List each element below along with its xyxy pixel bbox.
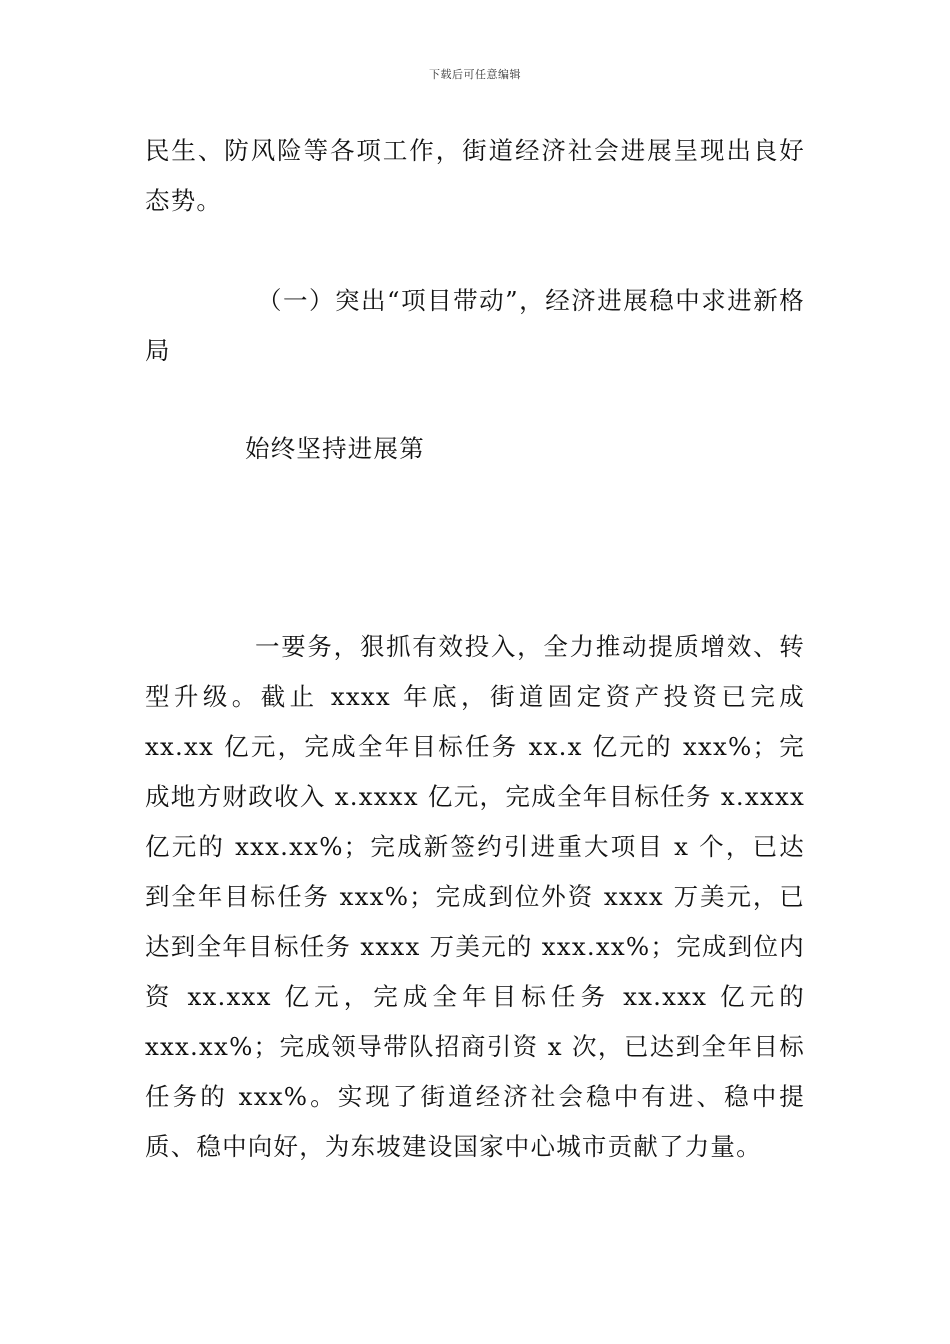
paragraph-intro: 民生、防风险等各项工作，街道经济社会进展呈现出良好态势。 <box>145 136 805 215</box>
header-note: 下载后可任意编辑 <box>429 68 521 81</box>
section-heading: （一）突出“项目带动”，经济进展稳中求进新格局 <box>145 286 805 365</box>
paragraph-lead: 始终坚持进展第 <box>245 434 425 463</box>
paragraph-main: 一要务，狠抓有效投入，全力推动提质增效、转型升级。截止 xxxx 年底，街道固定资产投资已完成 xx.xx 亿元，完成全年目标任务 xx.x 亿元的 xxx%；完成地方财政收入 x.xxxx 亿元，完成全年目标任务 x.xxxx 亿元的 xxx.xx%；完成新签约引进重大项目 x 个，已达到全年目标任务 xxx%；完成到位外资 xxxx 万美元，已达到全年目标任务 xxxx 万美元的 xxx.xx%；完成到位内资 xx.xxx 亿元，完成全年目标任务 xx.xxx 亿元的 xxx.xx%；完成领导带队招商引资 x 次，已达到全年目标任务的 xxx%。实现了街道经济社会稳中有进、稳中提质、稳中向好，为东坡建设国家中心城市贡献了力量。 <box>145 632 805 1161</box>
